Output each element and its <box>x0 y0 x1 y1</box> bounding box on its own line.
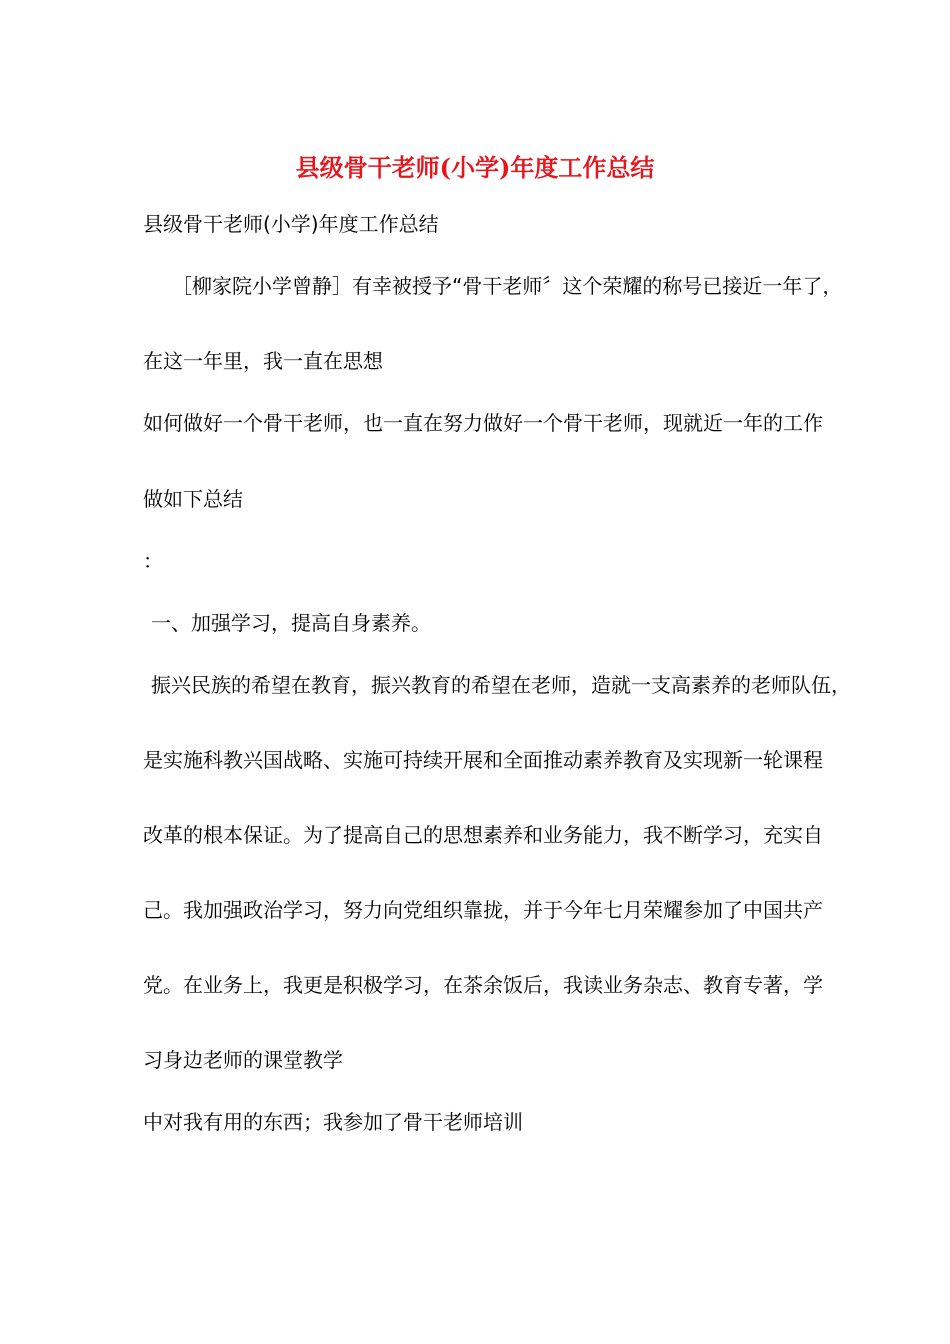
paragraph-line: 己。我加强政治学习，努力向党组织靠拢，并于今年七月荣耀参加了中国共产 <box>143 898 823 922</box>
subtitle-line: 县级骨干老师(小学)年度工作总结 <box>143 212 439 236</box>
section-heading: 一、加强学习，提高自身素养。 <box>151 611 431 635</box>
paragraph-line: 做如下总结 <box>143 487 243 511</box>
paragraph-line: ［柳家院小学曾静］有幸被授予“骨干老师〞这个荣耀的称号已接近一年了， <box>172 274 843 298</box>
paragraph-line: 中对我有用的东西；我参加了骨干老师培训 <box>143 1110 523 1134</box>
paragraph-line: 改革的根本保证。为了提高自己的思想素养和业务能力，我不断学习，充实自 <box>143 823 823 847</box>
paragraph-line: ： <box>143 549 163 573</box>
paragraph-line: 如何做好一个骨干老师，也一直在努力做好一个骨干老师，现就近一年的工作 <box>143 411 823 435</box>
paragraph-line: 党。在业务上，我更是积极学习，在茶余饭后，我读业务杂志、教育专著，学 <box>143 973 823 997</box>
document-title: 县级骨干老师(小学)年度工作总结 <box>295 153 655 182</box>
paragraph-line: 习身边老师的课堂教学 <box>143 1048 343 1072</box>
paragraph-line: 振兴民族的希望在教育，振兴教育的希望在老师，造就一支高素养的老师队伍， <box>151 673 851 697</box>
paragraph-line: 在这一年里，我一直在思想 <box>143 349 383 373</box>
paragraph-line: 是实施科教兴国战略、实施可持续开展和全面推动素养教育及实现新一轮课程 <box>143 748 823 772</box>
